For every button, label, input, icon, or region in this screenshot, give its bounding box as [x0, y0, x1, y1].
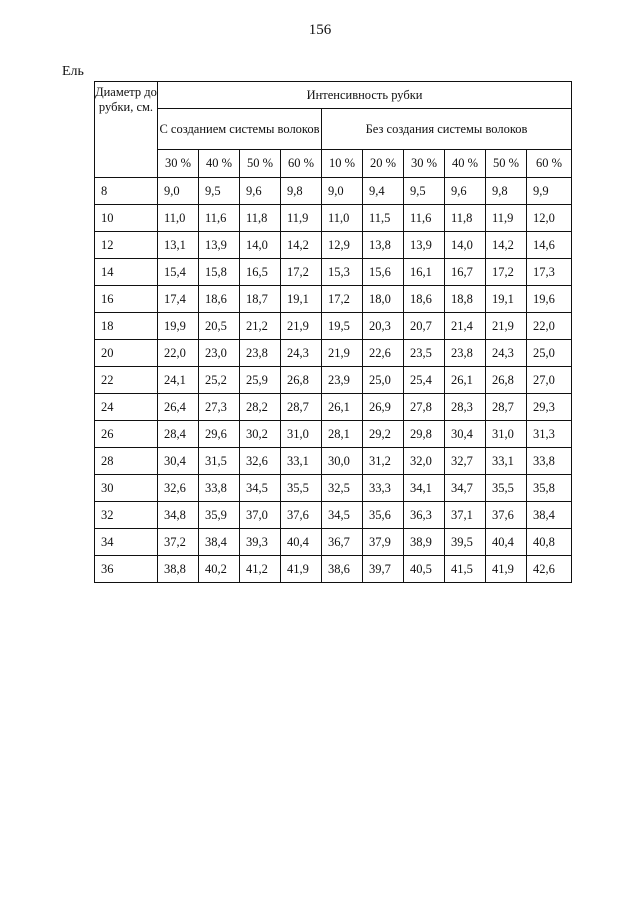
- header-percent-without: 10 %: [322, 150, 363, 178]
- table-cell: 9,9: [527, 178, 572, 205]
- table-cell: 34,1: [404, 475, 445, 502]
- table-row: [95, 421, 572, 448]
- table-cell: 37,2: [158, 529, 199, 556]
- table-cell: 21,9: [486, 313, 527, 340]
- table-cell: 11,9: [486, 205, 527, 232]
- table-cell: 11,0: [158, 205, 199, 232]
- table-cell: 18,0: [363, 286, 404, 313]
- table-row: [95, 340, 572, 367]
- table-cell: 28,1: [322, 421, 363, 448]
- table-cell: 40,4: [281, 529, 322, 556]
- table-cell: 14,2: [281, 232, 322, 259]
- table-cell: 41,9: [281, 556, 322, 583]
- table-cell: 42,6: [527, 556, 572, 583]
- table-cell: 37,1: [445, 502, 486, 529]
- table-cell: 9,8: [486, 178, 527, 205]
- table-row: [95, 556, 572, 583]
- table-cell: 11,6: [199, 205, 240, 232]
- table-cell: 41,9: [486, 556, 527, 583]
- table-cell: 23,8: [445, 340, 486, 367]
- row-diameter: 24: [95, 394, 158, 421]
- table-cell: 28,7: [486, 394, 527, 421]
- table-cell: 26,4: [158, 394, 199, 421]
- table-cell: 9,5: [199, 178, 240, 205]
- table-cell: 35,8: [527, 475, 572, 502]
- header-percent-without: 50 %: [486, 150, 527, 178]
- table-cell: 34,5: [322, 502, 363, 529]
- table-cell: 34,8: [158, 502, 199, 529]
- table-row: [95, 502, 572, 529]
- table-cell: 40,8: [527, 529, 572, 556]
- table-cell: 39,3: [240, 529, 281, 556]
- table-cell: 36,7: [322, 529, 363, 556]
- table-cell: 9,0: [322, 178, 363, 205]
- table-row: [95, 529, 572, 556]
- row-diameter: 28: [95, 448, 158, 475]
- table-cell: 40,4: [486, 529, 527, 556]
- table-cell: 32,7: [445, 448, 486, 475]
- row-diameter: 30: [95, 475, 158, 502]
- table-cell: 23,9: [322, 367, 363, 394]
- table-cell: 16,5: [240, 259, 281, 286]
- table-cell: 24,1: [158, 367, 199, 394]
- table-cell: 14,2: [486, 232, 527, 259]
- row-diameter: 12: [95, 232, 158, 259]
- header-group-without-skid-trails: Без создания системы волоков: [322, 109, 572, 150]
- table-row: [95, 475, 572, 502]
- table-cell: 24,3: [486, 340, 527, 367]
- header-percent-with: 60 %: [281, 150, 322, 178]
- row-diameter: 34: [95, 529, 158, 556]
- table-row: [95, 394, 572, 421]
- table-cell: 18,7: [240, 286, 281, 313]
- table-row: [95, 259, 572, 286]
- row-diameter: 10: [95, 205, 158, 232]
- table-cell: 13,1: [158, 232, 199, 259]
- table-cell: 9,6: [240, 178, 281, 205]
- table-cell: 22,0: [158, 340, 199, 367]
- table-cell: 33,1: [281, 448, 322, 475]
- table-cell: 33,8: [527, 448, 572, 475]
- table-cell: 33,1: [486, 448, 527, 475]
- table-cell: 13,9: [404, 232, 445, 259]
- table-cell: 19,6: [527, 286, 572, 313]
- table-cell: 26,8: [281, 367, 322, 394]
- header-percent-without: 30 %: [404, 150, 445, 178]
- table-cell: 17,2: [281, 259, 322, 286]
- table-cell: 11,9: [281, 205, 322, 232]
- table-cell: 16,1: [404, 259, 445, 286]
- table-cell: 14,6: [527, 232, 572, 259]
- table-cell: 35,5: [281, 475, 322, 502]
- table-cell: 24,3: [281, 340, 322, 367]
- table-row: [95, 205, 572, 232]
- row-diameter: 22: [95, 367, 158, 394]
- table-cell: 16,7: [445, 259, 486, 286]
- table-cell: 28,4: [158, 421, 199, 448]
- table-cell: 35,5: [486, 475, 527, 502]
- table-cell: 41,5: [445, 556, 486, 583]
- table-cell: 32,5: [322, 475, 363, 502]
- table-row: [95, 313, 572, 340]
- row-diameter: 8: [95, 178, 158, 205]
- table-cell: 17,2: [322, 286, 363, 313]
- table-cell: 33,8: [199, 475, 240, 502]
- table-cell: 35,9: [199, 502, 240, 529]
- table-cell: 23,5: [404, 340, 445, 367]
- table-cell: 9,0: [158, 178, 199, 205]
- row-diameter: 26: [95, 421, 158, 448]
- table-cell: 21,9: [322, 340, 363, 367]
- table-cell: 21,4: [445, 313, 486, 340]
- table-cell: 37,0: [240, 502, 281, 529]
- table-cell: 28,7: [281, 394, 322, 421]
- table-cell: 28,2: [240, 394, 281, 421]
- table-cell: 14,0: [240, 232, 281, 259]
- table-cell: 9,8: [281, 178, 322, 205]
- table-cell: 38,6: [322, 556, 363, 583]
- table-cell: 32,0: [404, 448, 445, 475]
- table-row: [95, 232, 572, 259]
- table-cell: 19,1: [281, 286, 322, 313]
- table-cell: 25,4: [404, 367, 445, 394]
- table-cell: 11,8: [240, 205, 281, 232]
- table-cell: 34,5: [240, 475, 281, 502]
- header-group-with-skid-trails: С созданием системы волоков: [158, 109, 322, 150]
- table-cell: 31,0: [486, 421, 527, 448]
- species-label: Ель: [62, 64, 84, 79]
- table-cell: 25,0: [363, 367, 404, 394]
- table-cell: 21,2: [240, 313, 281, 340]
- table-cell: 31,2: [363, 448, 404, 475]
- table-cell: 40,5: [404, 556, 445, 583]
- table-cell: 31,0: [281, 421, 322, 448]
- table-cell: 32,6: [158, 475, 199, 502]
- table-cell: 33,3: [363, 475, 404, 502]
- row-diameter: 20: [95, 340, 158, 367]
- table-cell: 25,2: [199, 367, 240, 394]
- row-diameter: 32: [95, 502, 158, 529]
- table-cell: 19,5: [322, 313, 363, 340]
- table-cell: 11,5: [363, 205, 404, 232]
- table-cell: 40,2: [199, 556, 240, 583]
- table-cell: 23,0: [199, 340, 240, 367]
- table-cell: 27,0: [527, 367, 572, 394]
- table-cell: 26,1: [322, 394, 363, 421]
- table-cell: 15,3: [322, 259, 363, 286]
- table-cell: 37,6: [486, 502, 527, 529]
- table-cell: 15,8: [199, 259, 240, 286]
- table-cell: 27,8: [404, 394, 445, 421]
- row-diameter: 16: [95, 286, 158, 313]
- table-cell: 23,8: [240, 340, 281, 367]
- table-cell: 30,4: [158, 448, 199, 475]
- table-cell: 37,9: [363, 529, 404, 556]
- page-number: 156: [308, 22, 332, 38]
- table-cell: 25,9: [240, 367, 281, 394]
- header-percent-with: 30 %: [158, 150, 199, 178]
- row-diameter: 18: [95, 313, 158, 340]
- header-percent-with: 50 %: [240, 150, 281, 178]
- table-cell: 26,9: [363, 394, 404, 421]
- table-cell: 38,4: [527, 502, 572, 529]
- table-cell: 11,8: [445, 205, 486, 232]
- table-cell: 19,1: [486, 286, 527, 313]
- header-percent-with: 40 %: [199, 150, 240, 178]
- table-cell: 29,2: [363, 421, 404, 448]
- header-percent-without: 20 %: [363, 150, 404, 178]
- table-cell: 30,0: [322, 448, 363, 475]
- table-cell: 9,4: [363, 178, 404, 205]
- table-cell: 29,3: [527, 394, 572, 421]
- table-cell: 17,4: [158, 286, 199, 313]
- table-row: [95, 286, 572, 313]
- table-cell: 13,9: [199, 232, 240, 259]
- table-cell: 9,5: [404, 178, 445, 205]
- table-row: [95, 178, 572, 205]
- table-cell: 36,3: [404, 502, 445, 529]
- table-cell: 11,6: [404, 205, 445, 232]
- table-cell: 34,7: [445, 475, 486, 502]
- table-cell: 15,6: [363, 259, 404, 286]
- table-cell: 22,6: [363, 340, 404, 367]
- table-cell: 25,0: [527, 340, 572, 367]
- table-cell: 26,1: [445, 367, 486, 394]
- header-intensity: Интенсивность рубки: [158, 82, 572, 109]
- row-diameter: 14: [95, 259, 158, 286]
- table-cell: 14,0: [445, 232, 486, 259]
- table-cell: 38,8: [158, 556, 199, 583]
- table-cell: 18,6: [199, 286, 240, 313]
- table-cell: 11,0: [322, 205, 363, 232]
- table-cell: 29,8: [404, 421, 445, 448]
- table-cell: 30,4: [445, 421, 486, 448]
- table-cell: 32,6: [240, 448, 281, 475]
- table-cell: 18,8: [445, 286, 486, 313]
- table-cell: 13,8: [363, 232, 404, 259]
- table-cell: 39,7: [363, 556, 404, 583]
- table-cell: 38,9: [404, 529, 445, 556]
- table-cell: 31,5: [199, 448, 240, 475]
- table-cell: 20,5: [199, 313, 240, 340]
- table-cell: 31,3: [527, 421, 572, 448]
- table-cell: 17,3: [527, 259, 572, 286]
- table-cell: 20,3: [363, 313, 404, 340]
- table-cell: 21,9: [281, 313, 322, 340]
- table-cell: 39,5: [445, 529, 486, 556]
- table-cell: 38,4: [199, 529, 240, 556]
- table-cell: 26,8: [486, 367, 527, 394]
- table-cell: 35,6: [363, 502, 404, 529]
- table-row: [95, 367, 572, 394]
- table-cell: 27,3: [199, 394, 240, 421]
- table-cell: 15,4: [158, 259, 199, 286]
- table-cell: 29,6: [199, 421, 240, 448]
- table-cell: 9,6: [445, 178, 486, 205]
- table-cell: 19,9: [158, 313, 199, 340]
- table-cell: 12,9: [322, 232, 363, 259]
- table-row: [95, 448, 572, 475]
- table-cell: 17,2: [486, 259, 527, 286]
- table-cell: 12,0: [527, 205, 572, 232]
- table-cell: 28,3: [445, 394, 486, 421]
- table-cell: 22,0: [527, 313, 572, 340]
- header-diameter: Диаметр до рубки, см.: [95, 82, 158, 178]
- header-percent-without: 60 %: [527, 150, 572, 178]
- table-cell: 18,6: [404, 286, 445, 313]
- table-cell: 41,2: [240, 556, 281, 583]
- diameter-intensity-table: [94, 81, 572, 583]
- table-cell: 30,2: [240, 421, 281, 448]
- row-diameter: 36: [95, 556, 158, 583]
- table-cell: 37,6: [281, 502, 322, 529]
- header-percent-without: 40 %: [445, 150, 486, 178]
- table-cell: 20,7: [404, 313, 445, 340]
